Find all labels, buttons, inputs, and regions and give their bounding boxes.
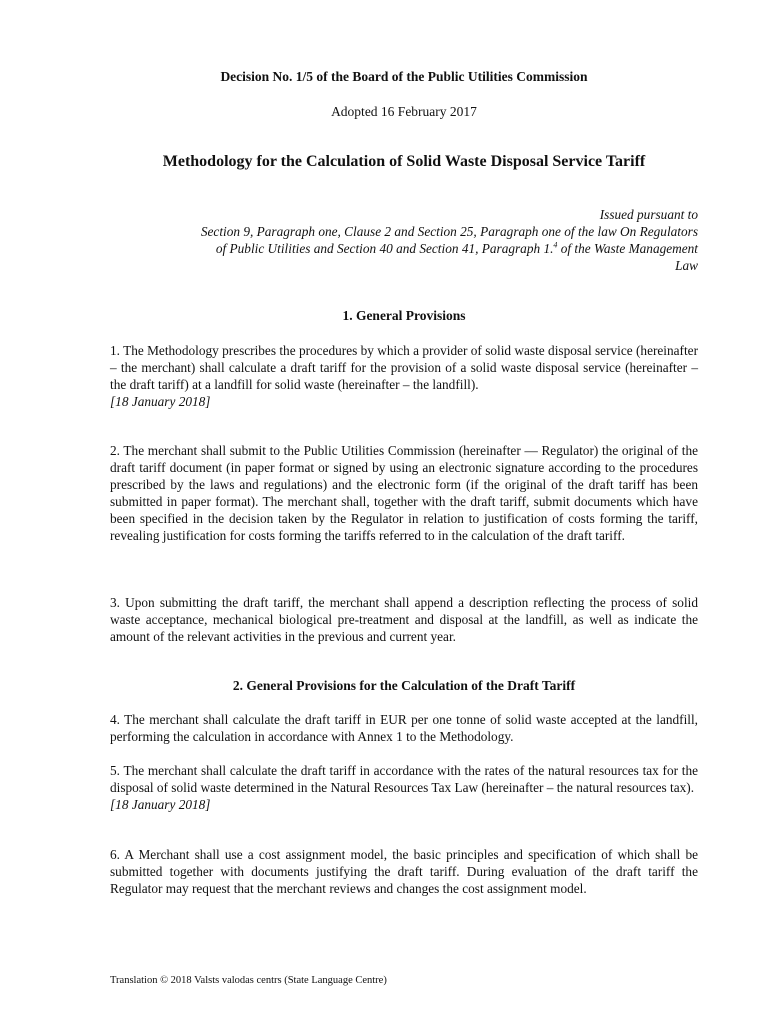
paragraph-4 [110, 711, 698, 745]
document-title: Methodology for the Calculation of Solid Waste Disposal Service Tariff [162, 153, 646, 170]
paragraph-3-text: 3. Upon submitting the draft tariff, the merchant shall append a description reflecting the process of solid waste acceptance, mechanical biological pre-treatment and disposal at the landfill, as well as indicate the amount of the relevant activities in the previous and current year. [110, 595, 698, 644]
issued-line-1: Issued pursuant to [599, 207, 698, 222]
decision-header: Decision No. 1/5 of the Board of the Public Utilities Commission [220, 69, 588, 84]
paragraph-2 [110, 442, 698, 544]
issued-line-2: Section 9, Paragraph one, Clause 2 and Section 25, Paragraph one of the law On Regulators [200, 224, 698, 239]
paragraph-4-text: 4. The merchant shall calculate the draft tariff in EUR per one tonne of solid waste accepted at the landfill, performing the calculation in accordance with Annex 1 to the Methodology. [110, 712, 698, 744]
document-page [110, 0, 698, 1024]
paragraph-2-text: 2. The merchant shall submit to the Public Utilities Commission (hereinafter — Regulator) the original of the draft tariff document (in paper format or signed by using an electronic signature according to the procedures prescribed by the laws and regulations) and the electronic form (if the original of the draft tariff has been submitted in paper format). The merchant shall, together with the draft tariff, submit documents which have been specified in the decision taken by the Regulator in relation to justification of costs forming the tariff, revealing justification for costs forming the tariffs referred to in the calculation of the draft tariff. [110, 443, 698, 543]
paragraph-6-text: 6. A Merchant shall use a cost assignment model, the basic principles and specification of which shall be submitted together with documents justifying the draft tariff. During evaluation of the draft tariff the Regulator may request that the merchant reviews and changes the cost assignment model. [110, 847, 698, 896]
issued-line-3-rest: of the Waste Management [557, 241, 698, 256]
issued-pursuant-block [110, 206, 698, 274]
translation-footer: Translation © 2018 Valsts valodas centrs (State Language Centre) [110, 975, 387, 986]
paragraph-1 [110, 342, 698, 410]
adopted-date: Adopted 16 February 2017 [331, 104, 477, 119]
paragraph-3 [110, 594, 698, 645]
paragraph-6 [110, 846, 698, 897]
paragraph-5-text: 5. The merchant shall calculate the draft tariff in accordance with the rates of the natural resources tax for the disposal of solid waste determined in the Natural Resources Tax Law (hereinafter – the natural resources tax). [110, 763, 698, 795]
section-heading-2: 2. General Provisions for the Calculation of the Draft Tariff [232, 678, 576, 693]
paragraph-1-text: 1. The Methodology prescribes the procedures by which a provider of solid waste disposal service (hereinafter – the merchant) shall calculate a draft tariff for the provision of a solid waste disposal service (hereinafter – the draft tariff) at a landfill for solid waste (hereinafter – the landfill). [110, 343, 698, 392]
issued-line-4: Law [675, 258, 698, 273]
issued-superscript: 4 [553, 240, 558, 250]
paragraph-5 [110, 762, 698, 813]
section-heading-1: 1. General Provisions [342, 308, 466, 323]
paragraph-1-amendment: [18 January 2018] [110, 394, 211, 409]
paragraph-5-amendment: [18 January 2018] [110, 797, 211, 812]
issued-line-3 [110, 240, 698, 257]
issued-line-3-text: of Public Utilities and Section 40 and Section 41, Paragraph 1. [215, 241, 554, 256]
